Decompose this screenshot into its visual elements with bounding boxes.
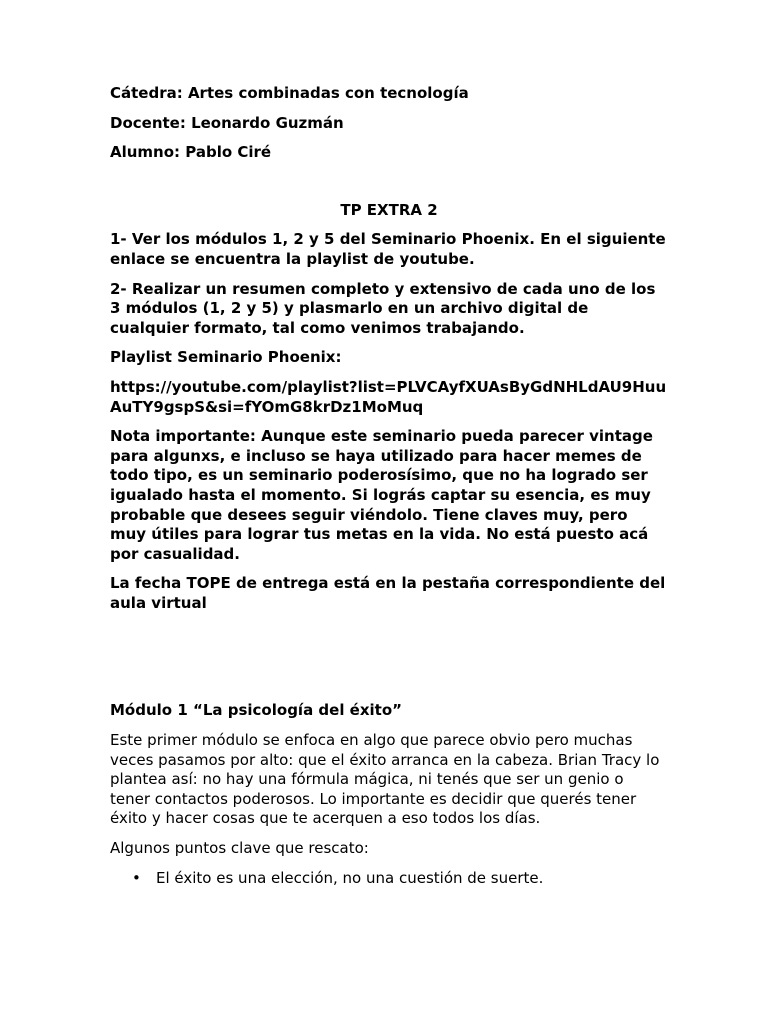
instruction-2: 2- Realizar un resumen completo y extensivo de cada uno de los 3 módulos (1, 2 y 5) y plasmarlo en un archivo digital de cualquier formato, tal como venimos trabajando. xyxy=(110,279,656,337)
playlist-link[interactable]: https://youtube.com/playlist?list=PLVCAyfXUAsByGdNHLdAU9HuuAuTY9gspS&si=fYOmG8krDz1MoMuq xyxy=(110,377,667,416)
list-item-text: El éxito es una elección, no una cuestión de suerte. xyxy=(156,868,544,887)
deadline-note: La fecha TOPE de entrega está en la pestaña correspondiente del aula virtual xyxy=(110,574,666,612)
playlist-label: Playlist Seminario Phoenix: xyxy=(110,348,342,367)
module-1-intro: Este primer módulo se enfoca en algo que parece obvio pero muchas veces pasamos por alto: que el éxito arranca en la cabeza. Brian Tracy lo plantea así: no hay una fórmula mágica, ni tenés que ser un genio o tener contactos poderosos. Lo importante es decidir que querés tener éxito y hacer cosas que te acerquen a eso todos los días. xyxy=(110,731,660,828)
module-1-title: Módulo 1 “La psicología del éxito” xyxy=(110,701,403,720)
instruction-1: 1- Ver los módulos 1, 2 y 5 del Seminario Phoenix. En el siguiente enlace se encuentra la playlist de youtube. xyxy=(110,230,666,268)
alumno-line: Alumno: Pablo Ciré xyxy=(110,143,272,162)
docente-line: Docente: Leonardo Guzmán xyxy=(110,113,344,132)
bullet-icon: • xyxy=(132,868,141,887)
key-points-label: Algunos puntos clave que rescato: xyxy=(110,839,369,858)
page-title: TP EXTRA 2 xyxy=(340,200,438,219)
list-item xyxy=(110,869,668,889)
key-points-list xyxy=(110,869,668,889)
important-note: Nota importante: Aunque este seminario pueda parecer vintage para algunxs, e incluso se haya utilizado para hacer memes de todo tipo, es un seminario poderosísimo, que no ha logrado ser igualado hasta el momento. Si lográs captar su esencia, es muy probable que desees seguir viéndolo. Tiene claves muy, pero muy útiles para lograr tus metas en la vida. No está puesto acá por casualidad. xyxy=(110,427,653,563)
catedra-line: Cátedra: Artes combinadas con tecnología xyxy=(110,84,469,102)
